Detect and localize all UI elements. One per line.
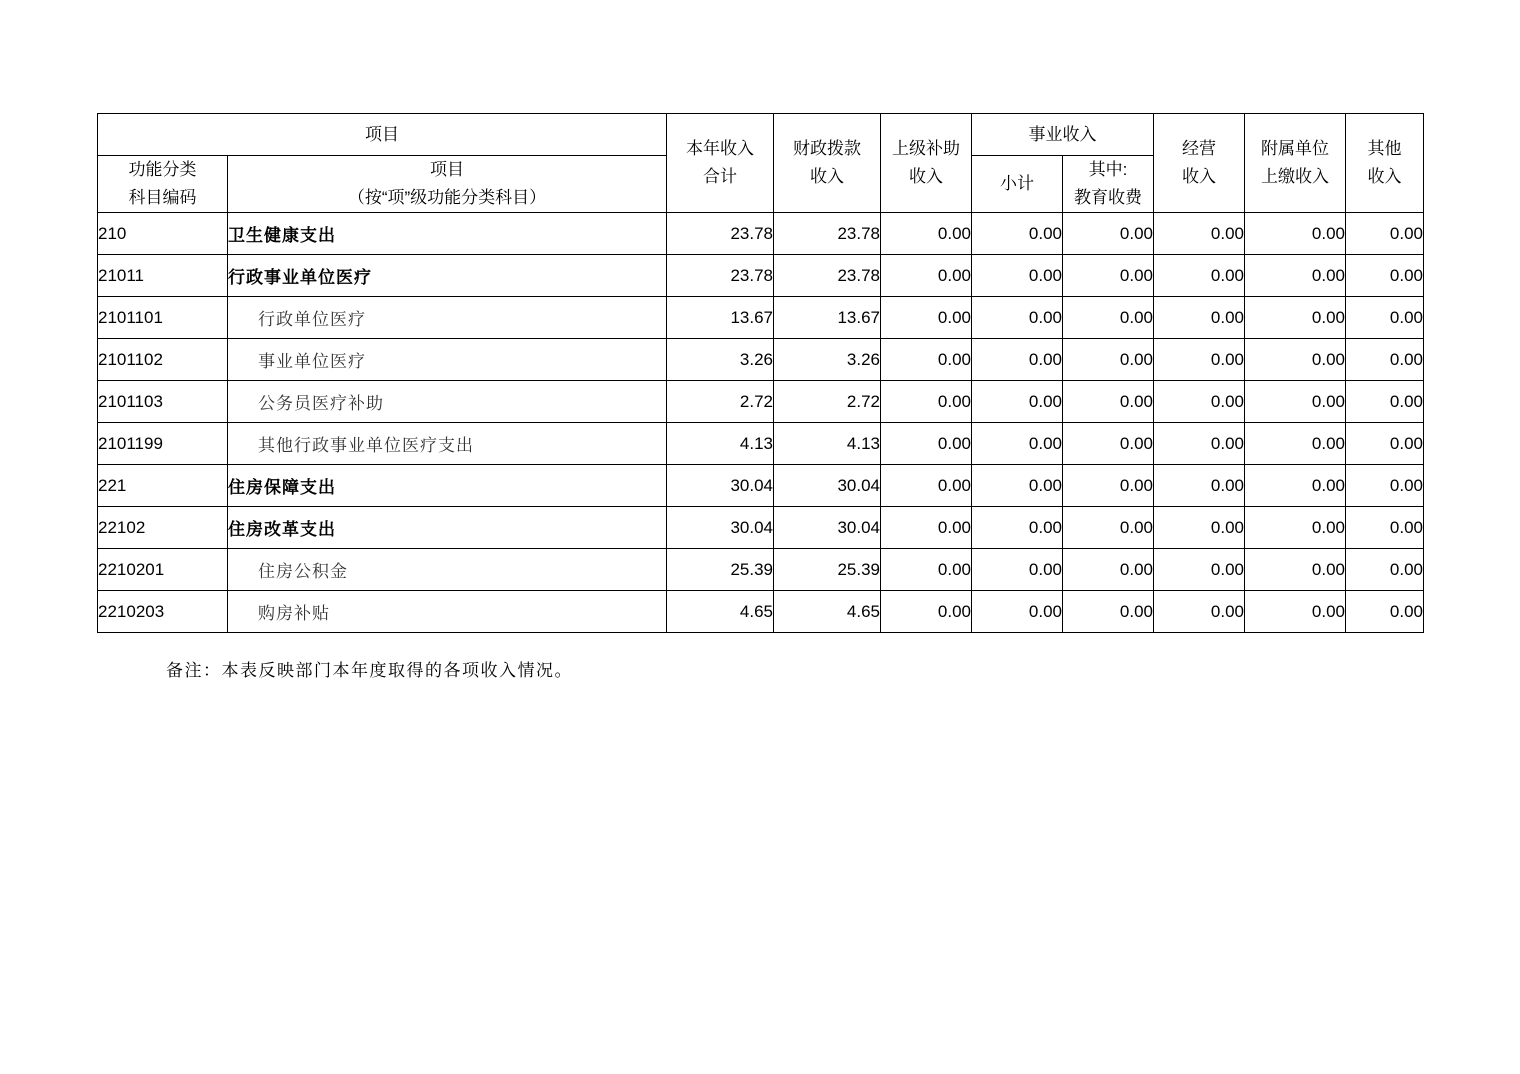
row-value: 0.00 <box>881 297 972 339</box>
row-code: 21011 <box>98 255 228 297</box>
row-value: 0.00 <box>1154 339 1245 381</box>
row-value: 0.00 <box>1063 213 1154 255</box>
row-value: 0.00 <box>1245 423 1346 465</box>
row-value: 30.04 <box>774 465 881 507</box>
row-name: 住房改革支出 <box>228 507 667 549</box>
row-value: 2.72 <box>774 381 881 423</box>
row-name: 事业单位医疗 <box>228 339 667 381</box>
row-value: 0.00 <box>1154 465 1245 507</box>
row-value: 0.00 <box>1245 297 1346 339</box>
table-row <box>98 507 1424 549</box>
row-value: 0.00 <box>881 213 972 255</box>
table-row <box>98 255 1424 297</box>
row-code: 2210201 <box>98 549 228 591</box>
row-value: 0.00 <box>881 465 972 507</box>
row-value: 0.00 <box>1245 339 1346 381</box>
row-value: 0.00 <box>881 339 972 381</box>
row-value: 0.00 <box>1346 255 1424 297</box>
row-value: 0.00 <box>972 339 1063 381</box>
row-value: 0.00 <box>1063 549 1154 591</box>
header-fiscal: 财政拨款 收入 <box>774 114 881 213</box>
row-value: 0.00 <box>1063 339 1154 381</box>
table-row <box>98 213 1424 255</box>
header-affiliate: 附属单位 上缴收入 <box>1245 114 1346 213</box>
row-value: 13.67 <box>774 297 881 339</box>
row-value: 0.00 <box>881 549 972 591</box>
row-name: 公务员医疗补助 <box>228 381 667 423</box>
row-value: 0.00 <box>881 591 972 633</box>
header-business: 经营 收入 <box>1154 114 1245 213</box>
header-total: 本年收入 合计 <box>667 114 774 213</box>
row-value: 30.04 <box>667 465 774 507</box>
row-value: 0.00 <box>1346 591 1424 633</box>
row-value: 0.00 <box>1346 507 1424 549</box>
row-value: 0.00 <box>1063 465 1154 507</box>
table-row <box>98 381 1424 423</box>
row-value: 0.00 <box>972 255 1063 297</box>
row-value: 0.00 <box>1245 381 1346 423</box>
row-value: 0.00 <box>972 591 1063 633</box>
row-name: 住房公积金 <box>228 549 667 591</box>
row-value: 0.00 <box>1346 297 1424 339</box>
row-value: 0.00 <box>881 255 972 297</box>
row-value: 0.00 <box>1154 213 1245 255</box>
row-value: 0.00 <box>1154 549 1245 591</box>
row-name: 住房保障支出 <box>228 465 667 507</box>
row-name: 行政事业单位医疗 <box>228 255 667 297</box>
row-value: 0.00 <box>1063 381 1154 423</box>
row-value: 0.00 <box>1245 549 1346 591</box>
income-table <box>97 113 1424 633</box>
row-value: 25.39 <box>774 549 881 591</box>
table-row <box>98 297 1424 339</box>
header-career-group: 事业收入 <box>972 114 1154 156</box>
row-value: 0.00 <box>1346 381 1424 423</box>
row-value: 30.04 <box>667 507 774 549</box>
header-name: 项目 （按“项”级功能分类科目） <box>228 156 667 213</box>
row-value: 23.78 <box>774 213 881 255</box>
row-name: 卫生健康支出 <box>228 213 667 255</box>
row-name: 其他行政事业单位医疗支出 <box>228 423 667 465</box>
row-value: 0.00 <box>1154 381 1245 423</box>
row-value: 25.39 <box>667 549 774 591</box>
row-value: 0.00 <box>1154 423 1245 465</box>
row-value: 0.00 <box>1245 507 1346 549</box>
row-value: 4.65 <box>667 591 774 633</box>
row-value: 23.78 <box>667 255 774 297</box>
header-superior: 上级补助 收入 <box>881 114 972 213</box>
row-code: 2101199 <box>98 423 228 465</box>
row-value: 0.00 <box>881 423 972 465</box>
row-value: 0.00 <box>1154 297 1245 339</box>
row-value: 13.67 <box>667 297 774 339</box>
row-value: 0.00 <box>1154 507 1245 549</box>
table-row <box>98 339 1424 381</box>
row-value: 0.00 <box>972 423 1063 465</box>
row-value: 30.04 <box>774 507 881 549</box>
row-value: 0.00 <box>1245 213 1346 255</box>
row-value: 0.00 <box>972 549 1063 591</box>
row-value: 0.00 <box>1154 591 1245 633</box>
row-value: 4.13 <box>667 423 774 465</box>
row-value: 0.00 <box>1245 591 1346 633</box>
row-value: 0.00 <box>972 297 1063 339</box>
row-value: 3.26 <box>774 339 881 381</box>
table-row <box>98 591 1424 633</box>
row-value: 0.00 <box>972 213 1063 255</box>
row-value: 0.00 <box>1346 213 1424 255</box>
row-value: 0.00 <box>972 465 1063 507</box>
table-row <box>98 423 1424 465</box>
row-code: 2101103 <box>98 381 228 423</box>
row-value: 23.78 <box>667 213 774 255</box>
row-code: 2210203 <box>98 591 228 633</box>
row-value: 0.00 <box>1063 255 1154 297</box>
row-code: 22102 <box>98 507 228 549</box>
row-value: 0.00 <box>1063 591 1154 633</box>
row-value: 0.00 <box>1063 297 1154 339</box>
header-code: 功能分类 科目编码 <box>98 156 228 213</box>
row-code: 2101102 <box>98 339 228 381</box>
row-value: 0.00 <box>972 381 1063 423</box>
table-row <box>98 465 1424 507</box>
income-table-sheet <box>97 113 1424 633</box>
table-header <box>98 114 1424 213</box>
header-project-group: 项目 <box>98 114 667 156</box>
row-name: 行政单位医疗 <box>228 297 667 339</box>
row-value: 0.00 <box>881 507 972 549</box>
row-value: 4.13 <box>774 423 881 465</box>
row-value: 0.00 <box>881 381 972 423</box>
header-other: 其他 收入 <box>1346 114 1424 213</box>
row-code: 2101101 <box>98 297 228 339</box>
header-subtotal: 小计 <box>972 156 1063 213</box>
row-value: 0.00 <box>1154 255 1245 297</box>
row-value: 0.00 <box>1063 507 1154 549</box>
row-value: 2.72 <box>667 381 774 423</box>
row-code: 221 <box>98 465 228 507</box>
row-value: 4.65 <box>774 591 881 633</box>
row-value: 0.00 <box>1346 339 1424 381</box>
row-value: 0.00 <box>1245 255 1346 297</box>
row-value: 0.00 <box>1346 549 1424 591</box>
row-code: 210 <box>98 213 228 255</box>
row-value: 0.00 <box>1346 465 1424 507</box>
table-row <box>98 549 1424 591</box>
table-body <box>98 213 1424 633</box>
row-name: 购房补贴 <box>228 591 667 633</box>
row-value: 0.00 <box>1346 423 1424 465</box>
row-value: 0.00 <box>972 507 1063 549</box>
row-value: 23.78 <box>774 255 881 297</box>
header-edu-fee: 其中: 教育收费 <box>1063 156 1154 213</box>
row-value: 3.26 <box>667 339 774 381</box>
row-value: 0.00 <box>1245 465 1346 507</box>
table-note: 备注：本表反映部门本年度取得的各项收入情况。 <box>166 661 573 681</box>
row-value: 0.00 <box>1063 423 1154 465</box>
